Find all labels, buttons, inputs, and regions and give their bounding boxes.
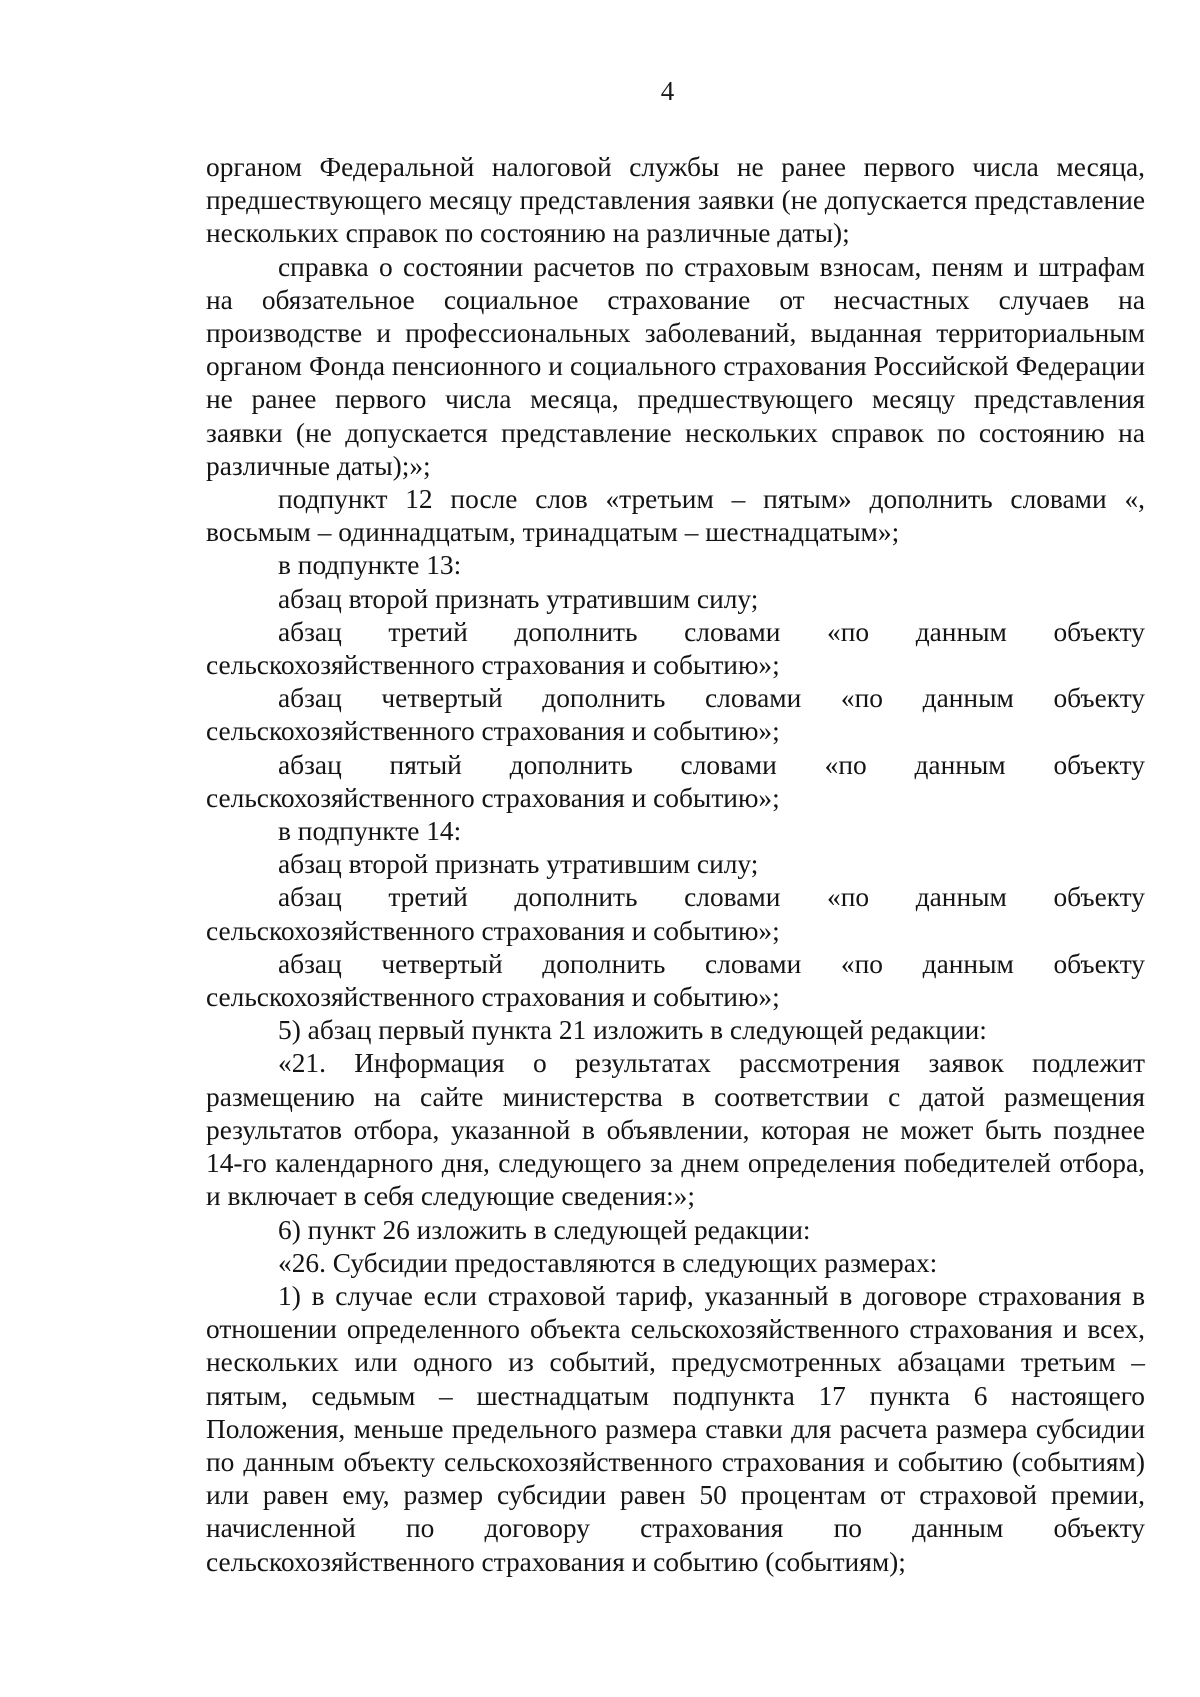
paragraph: абзац третий дополнить словами «по данным объекту сельскохозяйственного страхования и событию»;: [206, 616, 1145, 681]
paragraph: в подпункте 13:: [278, 550, 462, 581]
paragraph: в подпункте 14:: [278, 816, 462, 847]
paragraph: абзац четвертый дополнить словами «по данным объекту сельскохозяйственного страхования и событию»;: [206, 948, 1145, 1013]
paragraph: «26. Субсидии предоставляются в следующих размерах:: [278, 1247, 938, 1278]
paragraph: подпункт 12 после слов «третьим – пятым» дополнить словами «, восьмым – одиннадцатым, тринадцатым – шестнадцатым»;: [206, 484, 1145, 548]
paragraph: органом Федеральной налоговой службы не ранее первого числа месяца, предшествующего месяцу представления заявки (не допускается представление нескольких справок по состоянию на различные даты);: [206, 152, 1145, 249]
paragraph: абзац второй признать утратившим силу;: [278, 583, 759, 614]
paragraph: абзац третий дополнить словами «по данным объекту сельскохозяйственного страхования и событию»;: [206, 882, 1145, 946]
document-body: [206, 151, 1145, 1579]
paragraph: абзац второй признать утратившим силу;: [278, 849, 759, 880]
paragraph: 1) в случае если страховой тариф, указанный в договоре страхования в отношении определенного объекта сельскохозяйственного страхования и всех, нескольких или одного из событий, предусмотренных абзацами третьим – пятым, седьмым – шестнадцатым подпункта 17 пункта 6 настоящего Положения, меньше предельного размера ставки для расчета размера субсидии по данным объекту сельскохозяйственного страхования и событию (событиям) или равен ему, размер субсидии равен 50 процентам от страховой премии, начисленной по договору страхования по данным объекту сельскохозяйственного страхования и событию (событиям);: [206, 1280, 1145, 1577]
paragraph: абзац пятый дополнить словами «по данным объекту сельскохозяйственного страхования и событию»;: [206, 749, 1145, 813]
paragraph: «21. Информация о результатах рассмотрения заявок подлежит размещению на сайте министерства в соответствии с датой размещения результатов отбора, указанной в объявлении, которая не может быть позднее 14-го календарного дня, следующего за днем определения победителей отбора, и включает в себя следующие сведения:»;: [206, 1048, 1145, 1212]
paragraph: 6) пункт 26 изложить в следующей редакции:: [278, 1214, 811, 1245]
paragraph: 5) абзац первый пункта 21 изложить в следующей редакции:: [278, 1015, 987, 1046]
paragraph: абзац четвертый дополнить словами «по данным объекту сельскохозяйственного страхования и событию»;: [206, 683, 1145, 747]
paragraph: справка о состоянии расчетов по страховым взносам, пеням и штрафам на обязательное социальное страхование от несчастных случаев на производстве и профессиональных заболеваний, выданная территориальным органом Фонда пенсионного и социального страхования Российской Федерации не ранее первого числа месяца, предшествующего месяцу представления заявки (не допускается представление нескольких справок по состоянию на различные даты);»;: [206, 251, 1145, 481]
page-number: 4: [660, 76, 675, 106]
